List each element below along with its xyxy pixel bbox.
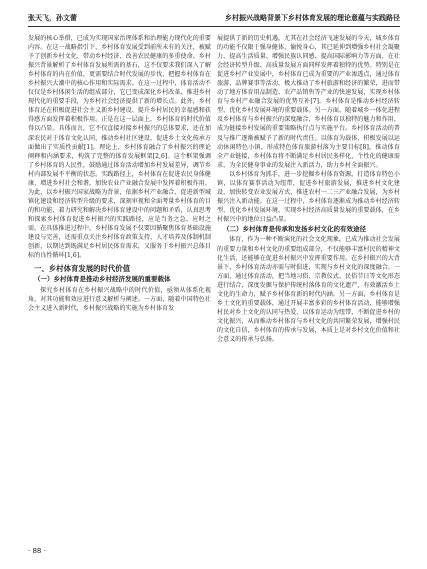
right-paragraph-3: 体育，作为一种不断演化的社会文化现象，已成为推动社会发展的重要力量和乡村文化的重要组成部分，不仅能够丰富村民的精神文化生活，还能够在促进乡村振兴中发挥重要作用。在乡村振兴的大背景下，乡村体育活动亦需与时俱进，实现与乡村文化的深度融合。一方面，通过体育活动，把当地习俗、宗教仪式、民俗节日等文化形态进行结合，深度发掘与保护传统村落体育的文化遗产，有效激活乡土文化的生命力，赋予乡村体育新的时代内涵。另一方面，乡村体育是乡土文化的重要载体，通过开展丰富多彩的乡村体育活动，能够增强村民对乡土文化的认同与热爱，以体育运动为纽带，不断促进乡村的文化振兴，从而推动乡村体育与乡村文化的共同繁荣发展，增强村民的文化自信，乡村体育的传承与发展，本质上是对乡村文化价值和社会意义的传承与弘扬。 (217, 236, 400, 343)
right-paragraph-1: 展提供了新的历史机遇，尤其在社会经济飞速发展的今天，城乡体育的功能不仅限于强身健体、愉悦身心，其已延伸到增强乡村社会凝聚力、提高生活质量、增强民族认同感、提高国际影响力等方面，在社会经济转型升级、高质量发展方面同样发挥着独特的优势。特别是在促进乡村产业发展中，乡村体育已成为重要的产业渗透点，通过体育旅游、品牌赛事等活动，极大推动了乡村旅游和经济的繁荣，进而带动了地方体育用品制造、农产品销售等产业的快速发展，实现乡村体育与乡村产业融合发展的优势互补[7]。乡村体育是推动乡村经济转型、优化乡村发展环境的重要载体。另一方面，随着城乡一体化进程及乡村体育与乡村振兴的深度融合，乡村体育以独特的魅力和作用，成为链接乡村发展的重要策略执行点与实施平台。乡村体育活动的普及与推广逐渐被赋予了新的时代责任。以体育为载体，积极发展以运动休闲特色小镇、形成特色体育旅游村落为主要目标[8]，推动体育全产业链接，乡村体育将不断满足乡村居民多样化、个性化的健康需求，为全民健身事业的发展注入新活力，助力乡村全面振兴。 (217, 35, 400, 169)
subsection-heading-1: （一）乡村体育是推动乡村经济发展的重要载体 (34, 275, 171, 284)
left-column (28, 34, 211, 539)
section-heading-1: 一、乡村体育发展的时代价值 (34, 264, 131, 274)
left-paragraph-1: 发展的核心举措，已成为实现国家治理体系和治理能力现代化的重要内容。在这一战略指引下，乡村体育发展受到前所未有的关注，被赋予了创新乡村文化、带动乡村经济、改善农民健康的多重使命。乡村振兴背景解析了乡村体育发展所需的基石，这不仅要求我们深入了解乡村体育的内在价值，更需要结合时代发展的步伐，把握乡村体育在乡村振兴大潮中的核心作用和实际需求。在这一过程中，体育活动不仅仅是乡村体闲生活的组成部分，它已变成深化乡村改革、推进乡村现代化的重要手段，为乡村社会经济提供了新的增长点。此外，乡村体育还在积极促进社会主义新乡村建设、提升乡村居民的幸福感和获得感方面发挥着积极作用。正是在这一层面上，乡村体育的时代价值得以凸显。具体而言，它不仅直接对接乡村振兴的总体要求，还在加深农民对于体育文化认同、推动乡村社区建设、促进乡土文化传承方面做出了实质性贡献[1]。理论上，乡村体育融合了乡村振兴的理论阐释和内涵要求，构筑了完整的体育发展框架[2,6]。这个框架强调了乡村体育的人民性，鼓励通过体育活动增加乡村发展差异，调节乡村内部发展不平衡的状态。实践路径上，乡村体育在促进农民身体健康，增进乡村社会和谐，加快农业产业融合发展中发挥着积极作用。为此，以乡村振兴国家战略为背景，依据乡村产业融合、促进新型城镇化建设和经济转型升级的要求，深刻审视和全面考量乡村体育的目的和功能、着力研究和解决乡村体育建设中的问题和矛盾，认真思考和探索乡村体育促进乡村振兴的实践路径，应是当务之急、应时之需。在具体推进过程中，乡村体育发展不仅要因循聚焦体育基础设施建设与完善，还需重点关注乡村体育政策支持、人才培养及体制机制创新，以期达到既满足乡村居民体育需求，又服务于乡村振兴总体目标的良性循环[1,6]。 (28, 35, 211, 260)
left-paragraph-2: 探究乡村体育在乡村振兴战略中的时代价值，亟须从体系化视角，对其功能和效应进行意义解析与阐述。一方面，随着中国特色社会主义进入新时代，乡村振兴战略的实施为乡村体育发 (28, 286, 211, 312)
running-header (28, 12, 400, 27)
page-number: · 88 · (28, 547, 46, 555)
right-column (217, 34, 400, 539)
right-paragraph-2: 以乡村体育为抓手，进一步挖掘乡村体育资源，打造体育特色小镇，以体育赛事活动为纽带，促进乡村旅游发展，推进乡村文化建设，加快转变农业发展方式，推进农村一二三产业融合发展，为乡村振兴注入新动能。在这一过程中，乡村体育逐渐成为推动乡村经济转型、优化乡村发展环境、实现乡村经济高质量发展的重要载体，在乡村振兴中的地位日益凸显。 (217, 170, 400, 223)
subsection-heading-2: （二）乡村体育是传承和发扬乡村文化的有效途径 (223, 224, 366, 233)
header-article-title: 乡村振兴战略背景下乡村体育发展的理论意蕴与实践路径 (225, 14, 400, 22)
header-authors: 张天飞，孙文蕾 (28, 14, 77, 22)
